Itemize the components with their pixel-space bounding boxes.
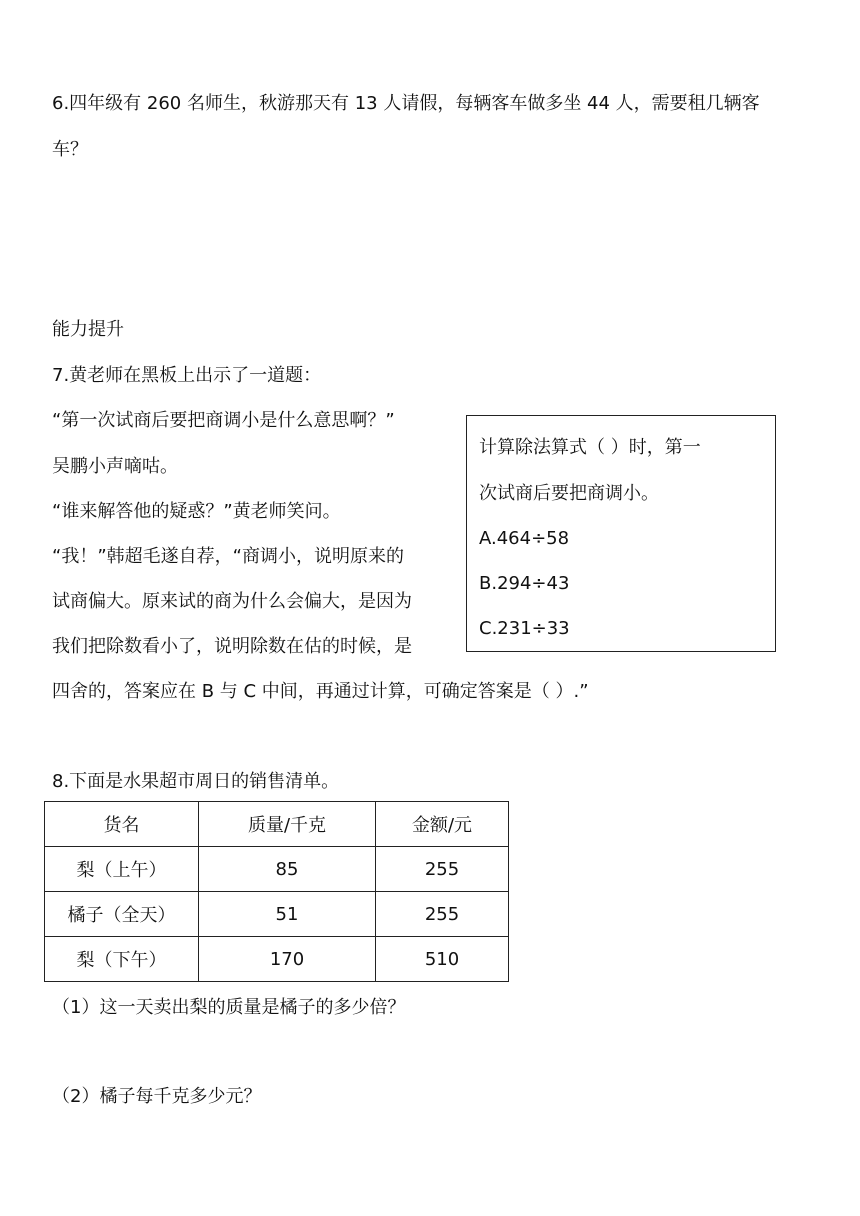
q7-dialog-line: 吴鹏小声嘀咕。 [52,456,178,477]
table-row [45,847,509,892]
option-b: B.294÷43 [479,573,570,594]
q8-intro: 8.下面是水果超市周日的销售清单。 [52,771,340,792]
q6-text-line-1: 6.四年级有 260 名师生，秋游那天有 13 人请假，每辆客车做多坐 44 人，需要租几辆客 [52,93,760,114]
q7-intro: 7.黄老师在黑板上出示了一道题： [52,365,322,386]
q7-dialog-line: “谁来解答他的疑惑？”黄老师笑问。 [52,501,341,522]
q7-dialog-line: “我！”韩超毛遂自荐，“商调小，说明原来的 [52,546,404,567]
table-cell: 255 [376,847,509,892]
q7-dialog-line: 四舍的，答案应在 B 与 C 中间，再通过计算，可确定答案是（ ）.” [52,681,589,702]
blackboard-problem-box [466,415,776,652]
box-prompt-line-2: 次试商后要把商调小。 [479,483,659,504]
section-title: 能力提升 [52,319,124,340]
table-cell: 梨（上午） [45,847,199,892]
table-cell: 170 [199,937,376,982]
table-header-row [45,802,509,847]
table-cell: 51 [199,892,376,937]
q8-subquestion-1: （1）这一天卖出梨的质量是橘子的多少倍？ [52,997,406,1018]
column-header: 金额/元 [376,802,509,847]
column-header: 货名 [45,802,199,847]
box-prompt-line-1: 计算除法算式（ ）时，第一 [479,437,701,458]
q7-dialog-line: “第一次试商后要把商调小是什么意思啊？” [52,410,395,431]
table-cell: 橘子（全天） [45,892,199,937]
table-cell: 255 [376,892,509,937]
option-a: A.464÷58 [479,528,570,549]
option-c: C.231÷33 [479,618,570,639]
sales-table [44,801,509,982]
table-row [45,892,509,937]
table-cell: 85 [199,847,376,892]
table-cell: 510 [376,937,509,982]
q8-subquestion-2: （2）橘子每千克多少元？ [52,1086,262,1107]
q7-dialog-line: 试商偏大。原来试的商为什么会偏大，是因为 [52,591,412,612]
q6-text-line-2: 车？ [52,139,88,160]
table-row [45,937,509,982]
q7-dialog-line: 我们把除数看小了，说明除数在估的时候，是 [52,636,412,657]
table-cell: 梨（下午） [45,937,199,982]
column-header: 质量/千克 [199,802,376,847]
